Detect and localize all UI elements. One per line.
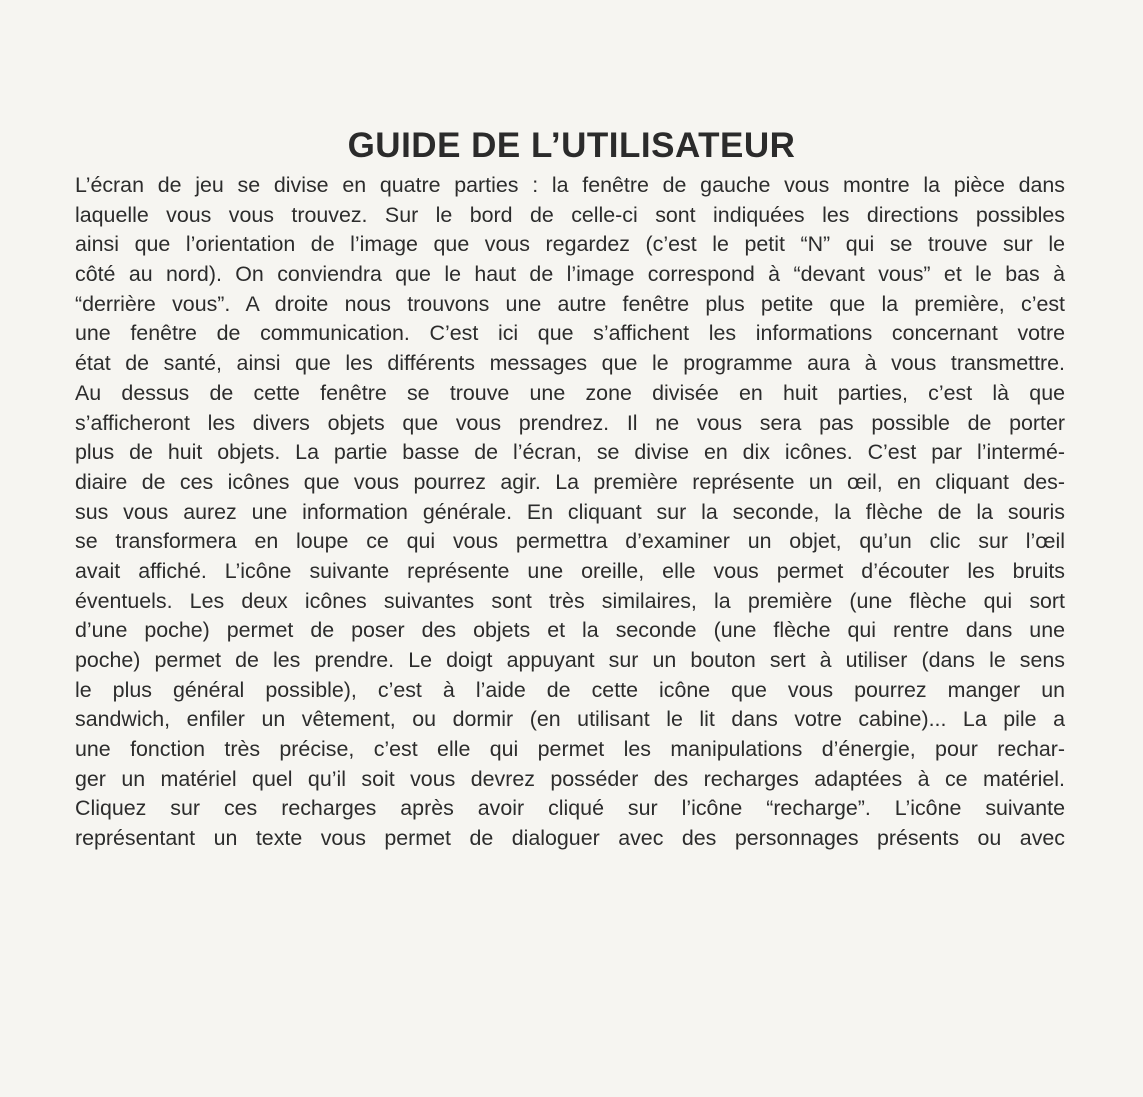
text-line: le plus général possible), c’est à l’aide de cette icône que vous pourrez manger un: [75, 677, 1065, 702]
text-line: une fenêtre de communication. C’est ici que s’affichent les informations concernant votre: [75, 321, 1065, 346]
text-line: d’une poche) permet de poser des objets et la seconde (une flèche qui rentre dans une: [75, 618, 1065, 643]
text-line: côté au nord). On conviendra que le haut de l’image correspond à “devant vous” et le bas à: [75, 262, 1065, 287]
text-line: poche) permet de les prendre. Le doigt appuyant sur un bouton sert à utiliser (dans le sens: [75, 648, 1065, 672]
text-line: sandwich, enfiler un vêtement, ou dormir (en utilisant le lit dans votre cabine)... La pile a: [75, 707, 1065, 732]
text-line: avait affiché. L’icône suivante représente une oreille, elle vous permet d’écouter les bruits: [75, 558, 1065, 583]
text-line: diaire de ces icônes que vous pourrez agir. La première représente un œil, en cliquant des-: [75, 469, 1065, 494]
text-line: sus vous aurez une information générale. En cliquant sur la seconde, la flèche de la souris: [75, 499, 1065, 524]
text-line: laquelle vous vous trouvez. Sur le bord de celle-ci sont indiquées les directions possibles: [75, 202, 1065, 227]
text-line: “derrière vous”. A droite nous trouvons une autre fenêtre plus petite que la première, c’est: [75, 291, 1065, 316]
text-line: plus de huit objets. La partie basse de l’écran, se divise en dix icônes. C’est par l’intermé-: [75, 440, 1065, 465]
text-line: se transformera en loupe ce qui vous permettra d’examiner un objet, qu’un clic sur l’œil: [75, 529, 1065, 554]
text-line: Au dessus de cette fenêtre se trouve une zone divisée en huit parties, c’est là que: [75, 380, 1065, 405]
text-line: L’écran de jeu se divise en quatre parties : la fenêtre de gauche vous montre la pièce dans: [75, 173, 1065, 197]
text-line: éventuels. Les deux icônes suivantes sont très similaires, la première (une flèche qui sort: [75, 588, 1065, 613]
body-paragraph: [75, 171, 1065, 854]
text-line: Cliquez sur ces recharges après avoir cliqué sur l’icône “recharge”. L’icône suivante: [75, 796, 1065, 821]
text-line: représentant un texte vous permet de dialoguer avec des personnages présents ou avec: [75, 826, 1065, 851]
text-line: état de santé, ainsi que les différents messages que le programme aura à vous transmettre.: [75, 351, 1065, 376]
text-line: ger un matériel quel qu’il soit vous devrez posséder des recharges adaptées à ce matériel.: [75, 766, 1065, 791]
text-line: une fonction très précise, c’est elle qui permet les manipulations d’énergie, pour rechar-: [75, 737, 1065, 762]
text-line: s’afficheront les divers objets que vous prendrez. Il ne vous sera pas possible de porter: [75, 410, 1065, 435]
page-title: GUIDE DE L’UTILISATEUR: [347, 126, 796, 165]
text-line: ainsi que l’orientation de l’image que vous regardez (c’est le petit “N” qui se trouve sur le: [75, 232, 1065, 257]
